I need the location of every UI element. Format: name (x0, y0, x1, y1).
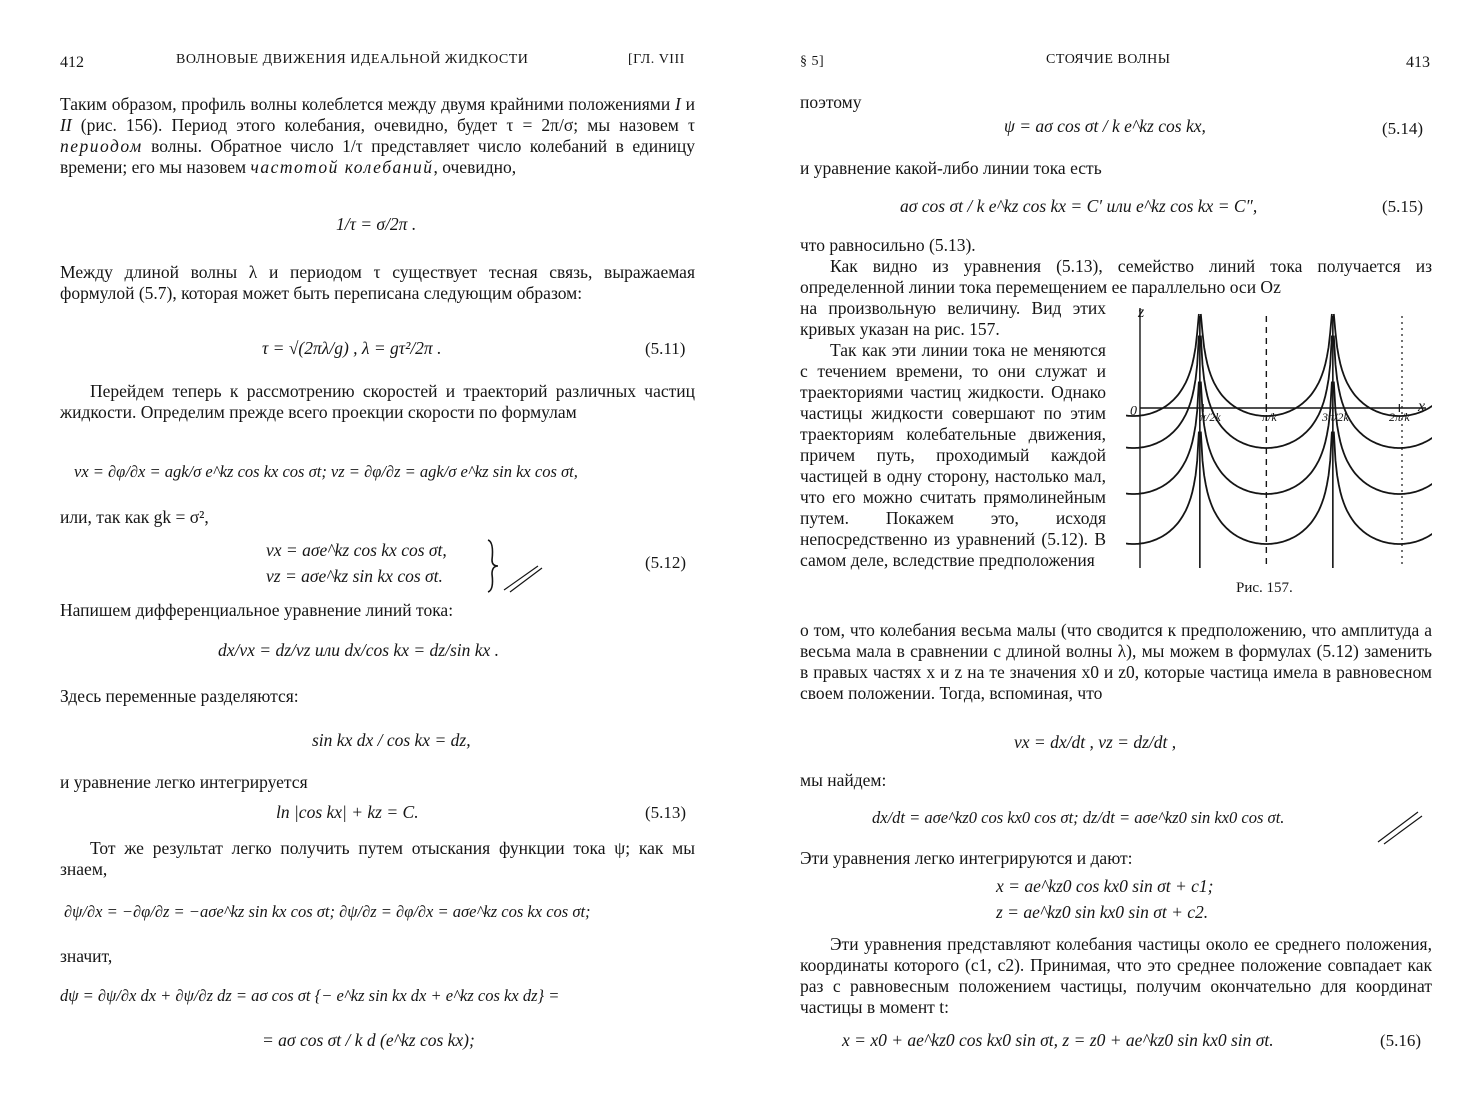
equation-5-11: τ = √(2πλ/g) , λ = gτ²/2π . (262, 338, 442, 358)
streamline-left (1126, 314, 1199, 416)
section-ref: § 5] (800, 54, 825, 69)
paragraph-9: значит, (60, 946, 113, 966)
equation-5-13: ln |cos kx| + kz = C. (276, 802, 419, 822)
equation-integrated-x: x = ae^kz0 cos kx0 sin σt + c1; (996, 876, 1214, 896)
equation-number: (5.12) (645, 553, 687, 572)
streamline-right (1334, 336, 1432, 448)
equation-velocity-definitions: vx = dx/dt , vz = dz/dt , (1014, 732, 1177, 752)
streamline-left (1126, 382, 1199, 494)
tick-label: 3π/2k (1322, 410, 1349, 424)
brace-mark (482, 536, 546, 596)
tick-label: π/k (1262, 410, 1277, 424)
paragraph-2: Между длиной волны λ и периодом τ существует тесная связь, выражаемая формулой (5.7), которая может быть переписана следующим образом: (60, 262, 695, 303)
equation-integrated-z: z = ae^kz0 sin kx0 sin σt + c2. (996, 902, 1209, 922)
running-head: ВОЛНОВЫЕ ДВИЖЕНИЯ ИДЕАЛЬНОЙ ЖИДКОСТИ (176, 52, 529, 67)
paragraph-4b: на произвольную величину. Вид этих кривых указан на рис. 157. (800, 298, 1106, 339)
equation-5-12b: vz = aσe^kz sin kx cos σt. (266, 566, 443, 586)
tick-label: 2π/k (1389, 410, 1410, 424)
equation-number: (5.15) (1382, 197, 1424, 216)
equation-stream-lines: dx/vx = dz/vz или dx/cos kx = dz/sin kx . (218, 640, 500, 660)
streamline-right (1334, 432, 1432, 544)
paragraph-4a: Как видно из уравнения (5.13), семейство линий тока получается из определенной линии тока перемещением ее параллельно оси Oz (800, 256, 1432, 297)
right-page (742, 0, 1483, 1098)
equation-dpsi-line1: dψ = ∂ψ/∂x dx + ∂ψ/∂z dz = aσ cos σt {− e^kz sin kx dx + e^kz cos kx dz} = (60, 986, 560, 1005)
paragraph-7: мы найдем: (800, 770, 887, 790)
equation-separation: sin kx dx / cos kx = dz, (312, 730, 471, 750)
paragraph-5: Напишем дифференциальное уравнение линий тока: (60, 600, 454, 620)
left-page (0, 0, 740, 1098)
figure-157-streamlines (1126, 306, 1432, 578)
equation-number: (5.16) (1380, 1031, 1422, 1050)
figure-caption: Рис. 157. (1236, 580, 1293, 596)
page-number: 413 (1406, 54, 1430, 71)
equation-5-16: x = x0 + ae^kz0 cos kx0 sin σt, z = z0 + ae^kz0 sin kx0 sin σt. (842, 1030, 1274, 1050)
equation-number: (5.13) (645, 803, 687, 822)
paragraph-3: что равносильно (5.13). (800, 235, 976, 255)
origin-label: 0 (1130, 404, 1137, 419)
pencil-mark (1374, 806, 1424, 846)
axis-label-x: x (1418, 398, 1426, 415)
paragraph-4: или, так как gk = σ², (60, 507, 209, 527)
paragraph-1: Таким образом, профиль волны колеблется между двумя крайними положениями I и II (рис. 156). Период этого колебания, очевидно, будет τ = 2π/σ; мы назовем τ периодом волны. Обратное число 1/τ представляет число колебаний в единицу времени; его мы назовем частотой колебаний, очевидно, (60, 94, 696, 177)
paragraph-8: Тот же результат легко получить путем отыскания функции тока ψ; как мы знаем, (60, 838, 695, 879)
equation-number: (5.14) (1382, 119, 1424, 138)
tick-label: π/2k (1200, 410, 1221, 424)
paragraph-7: и уравнение легко интегрируется (60, 772, 308, 792)
paragraph-2: и уравнение какой-либо линии тока есть (800, 158, 1102, 178)
streamline-left (1126, 336, 1199, 448)
paragraph-5: Так как эти линии тока не меняются с течением времени, то они служат и траекториями частиц жидкости. Однако частицы жидкости совершают по этим траекториям колебательные движения, причем путь, проходимый каждой частицей в одну сторону, настолько мал, что его можно считать прямолинейным путем. Покажем это, исходя непосредственно из уравнений (5.12). В самом деле, вследствие предположения (800, 340, 1106, 570)
chapter-ref: [ГЛ. VIII (628, 52, 685, 67)
equation-5-12a: vx = aσe^kz cos kx cos σt, (266, 540, 447, 560)
paragraph-3: Перейдем теперь к рассмотрению скоростей и траекторий различных частиц жидкости. Определим прежде всего проекции скорости по формулам (60, 381, 695, 422)
paragraph-6: Здесь переменные разделяются: (60, 686, 299, 706)
paragraph-9: Эти уравнения представляют колебания частицы около ее среднего положения, координаты которого (c1, c2). Принимая, что это среднее положение совпадает как раз с равновесным положением частицы, получим окончательно для координат частицы в момент t: (800, 934, 1432, 1017)
equation-frequency: 1/τ = σ/2π . (336, 214, 417, 234)
equation-5-14: ψ = aσ cos σt / k e^kz cos kx, (1004, 116, 1206, 136)
equation-dpsi-line2: = aσ cos σt / k d (e^kz cos kx); (262, 1030, 475, 1050)
running-head: СТОЯЧИЕ ВОЛНЫ (1046, 52, 1171, 67)
equation-psi-derivatives: ∂ψ/∂x = −∂φ/∂z = −aσe^kz sin kx cos σt; ∂ψ/∂z = ∂φ/∂x = aσe^kz cos kx cos σt; (64, 902, 591, 921)
equation-5-15: aσ cos σt / k e^kz cos kx = C′ или e^kz cos kx = C″, (900, 196, 1258, 216)
axis-label-z: z (1138, 304, 1145, 321)
equation-particle-velocity: dx/dt = aσe^kz0 cos kx0 cos σt; dz/dt = aσe^kz0 sin kx0 cos σt. (872, 808, 1285, 827)
paragraph-8: Эти уравнения легко интегрируются и дают: (800, 848, 1133, 868)
equation-velocity: vx = ∂φ/∂x = agk/σ e^kz cos kx cos σt; vz = ∂φ/∂z = agk/σ e^kz sin kx cos σt, (74, 462, 578, 481)
paragraph-6: о том, что колебания весьма малы (что сводится к предположению, что амплитуда a весьма мала в сравнении с длиной волны λ), мы можем в формулах (5.12) заменить в правых частях x и z на те значения x0 и z0, которые частица имела в равновесном своем положении. Тогда, вспоминая, что (800, 620, 1432, 703)
paragraph-1: поэтому (800, 92, 862, 112)
equation-number: (5.11) (645, 339, 686, 358)
page-number: 412 (60, 54, 84, 71)
